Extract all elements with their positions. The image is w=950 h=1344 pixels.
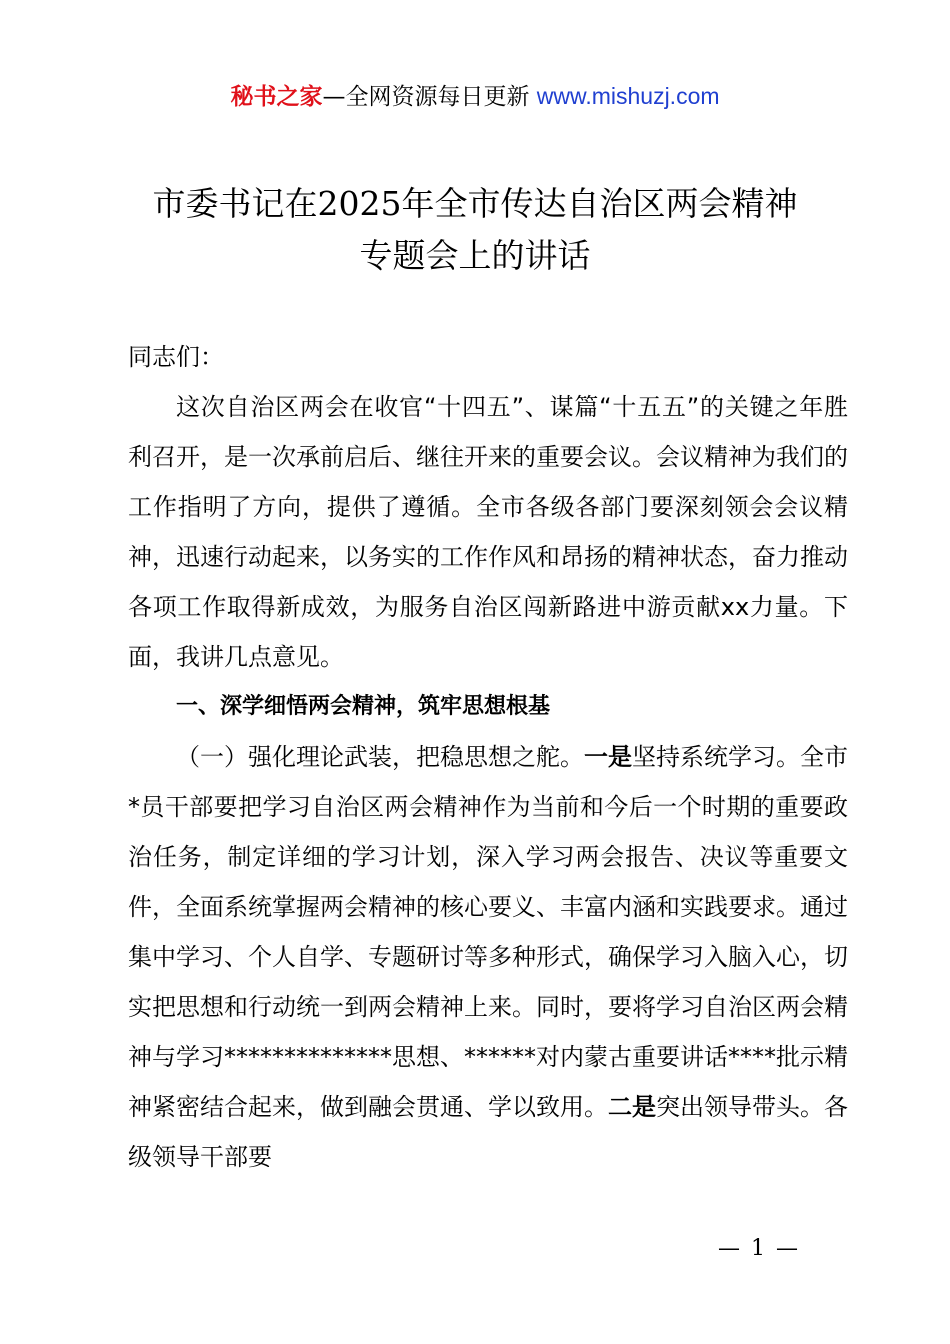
title-line-1: 市委书记在2025年全市传达自治区两会精神	[152, 184, 798, 223]
paragraph-1	[128, 732, 848, 1182]
paragraph-1-continuation: 突出领导带头。各级领导干部要	[128, 1093, 848, 1171]
site-url-link[interactable]: www.mishuzj.com	[536, 83, 720, 109]
document-title	[0, 178, 950, 282]
section-heading-1: 一、深学细悟两会精神，筑牢思想根基	[176, 694, 551, 719]
page-number: — 1 —	[718, 1236, 800, 1261]
lead-phrase-2: 二是	[608, 1093, 656, 1121]
document-body	[128, 332, 848, 1182]
title-line-2: 专题会上的讲话	[359, 236, 591, 275]
paragraph-1-text: 坚持系统学习。全市*员干部要把学习自治区两会精神作为当前和今后一个时期的重要政治任务，制定详细的学习计划，深入学习两会报告、决议等重要文件，全面系统掌握两会精神的核心要义、丰富内涵和实践要求。通过集中学习、个人自学、专题研讨等多种形式，确保学习入脑入心，切实把思想和行动统一到两会精神上来。同时，要将学习自治区两会精神与学习**************思想、******对内蒙古重要讲话****批示精神紧密结合起来，做到融会贯通、学以致用。	[128, 743, 848, 1121]
salutation: 同志们：	[128, 343, 224, 371]
lead-phrase-1: 一是	[584, 743, 632, 771]
intro-paragraph: 这次自治区两会在收官“十四五”、谋篇“十五五”的关键之年胜利召开，是一次承前启后、继往开来的重要会议。会议精神为我们的工作指明了方向，提供了遵循。全市各级各部门要深刻领会会议精神，迅速行动起来，以务实的工作作风和昂扬的精神状态，奋力推动各项工作取得新成效，为服务自治区闯新路进中游贡献xx力量。下面，我讲几点意见。	[128, 393, 848, 671]
site-banner	[0, 80, 950, 113]
site-brand: 秘书之家	[230, 84, 323, 110]
site-tagline: —全网资源每日更新	[322, 84, 530, 110]
subsection-heading: （一）强化理论武装，把稳思想之舵。	[176, 743, 584, 771]
